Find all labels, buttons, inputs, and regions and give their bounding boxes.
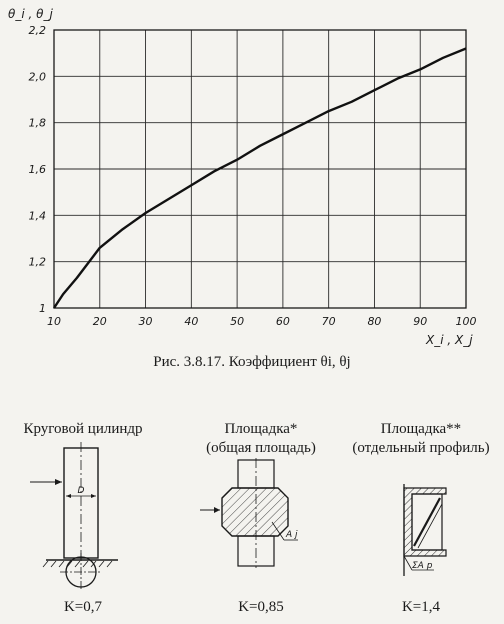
x-tick-label: 100 — [455, 315, 477, 328]
figure-subtitle: (общая площадь) — [206, 440, 316, 456]
profile-drawing — [338, 458, 504, 598]
y-tick-label: 1,4 — [28, 209, 46, 223]
area-label: A j — [286, 530, 298, 540]
y-tick-label: 1,8 — [28, 116, 46, 130]
area-label: ΣA p — [412, 561, 433, 571]
x-tick-label: 30 — [138, 315, 153, 328]
series-line — [54, 49, 466, 308]
y-tick-label: 1,6 — [28, 163, 46, 176]
x-tick-label: 50 — [230, 315, 245, 328]
platform-drawing — [186, 458, 336, 598]
x-tick-label: 20 — [92, 315, 107, 328]
x-tick-label: 60 — [275, 315, 290, 328]
k-value: K=0,7 — [63, 599, 103, 615]
diameter-label: D — [77, 486, 85, 496]
figure-subtitle: (отдельный профиль) — [352, 440, 490, 456]
figure-title: Круговой цилиндр — [23, 421, 143, 437]
y-tick-label: 2,2 — [28, 24, 46, 37]
x-axis-label: X_i , X_j — [426, 333, 473, 347]
x-tick-label: 40 — [184, 315, 199, 328]
x-tick-label: 10 — [47, 315, 61, 328]
figure-title: Площадка* — [224, 421, 298, 437]
figure-platform-total — [186, 420, 336, 615]
k-value: K=1,4 — [401, 599, 441, 615]
figure-cylinder — [8, 420, 158, 615]
k-value: K=0,85 — [238, 599, 284, 615]
x-tick-label: 80 — [367, 315, 382, 328]
y-tick-label: 1,2 — [28, 255, 46, 269]
y-tick-label: 1 — [39, 302, 46, 315]
figure-title: Площадка** — [380, 421, 462, 437]
x-tick-label: 90 — [413, 315, 428, 328]
cylinder-section — [8, 552, 158, 592]
x-tick-label: 70 — [321, 315, 336, 328]
figure-platform-profile — [338, 420, 504, 615]
y-axis-label: θ_i , θ_j — [8, 7, 53, 21]
y-tick-label: 2,0 — [28, 70, 46, 84]
figure-caption: Рис. 3.8.17. Коэффициент θi, θj — [153, 354, 351, 370]
